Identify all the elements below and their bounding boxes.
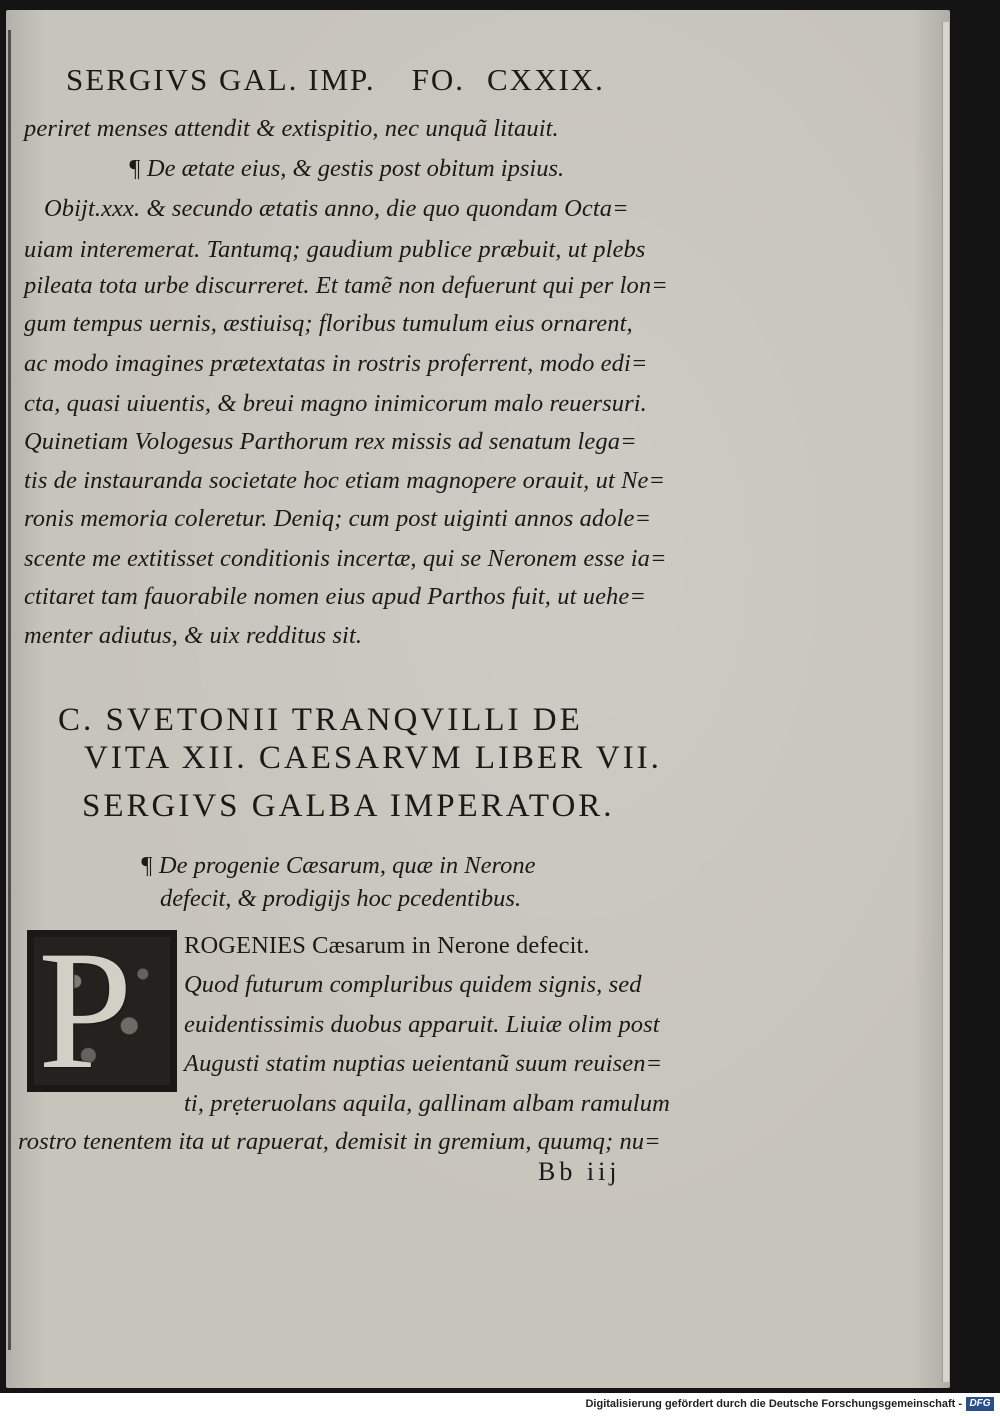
body-line: uiam interemerat. Tantumq; gaudium publice præbuit, ut plebs (24, 236, 646, 263)
body-line: tis de instauranda societate hoc etiam magnopere orauit, ut Ne= (24, 467, 666, 494)
body-line: ctitaret tam fauorabile nomen eius apud Parthos fuit, ut uehe= (24, 583, 647, 610)
book-heading-line-3: SERGIVS GALBA IMPERATOR. (82, 788, 615, 824)
folio-label: FO. (411, 62, 465, 97)
body-line: ti, prẹteruolans aquila, gallinam albam ramulum (184, 1090, 670, 1117)
body-line: scente me extitisset conditionis incertæ, qui se Neronem esse ia= (24, 545, 667, 572)
body-line: gum tempus uernis, æstiuisq; floribus tumulum eius ornarent, (24, 310, 633, 337)
page-edge (942, 22, 949, 1382)
rubric-heading: defecit, & prodigijs hoc pcedentibus. (160, 885, 522, 912)
body-line: Augusti statim nuptias ueientanũ suum reuisen= (184, 1050, 663, 1077)
body-line: periret menses attendit & extispitio, nec unquã litauit. (24, 115, 559, 142)
initial-letter: P (38, 916, 133, 1104)
body-line: ac modo imagines prætextatas in rostris proferrent, modo edi= (24, 350, 648, 377)
binding-gutter (8, 30, 11, 1350)
body-line: Obijt.xxx. & secundo ætatis anno, die quo quondam Octa= (44, 195, 629, 222)
rubric-heading: ¶ De ætate eius, & gestis post obitum ipsius. (128, 155, 565, 182)
body-line: cta, quasi uiuentis, & breui magno inimicorum malo reuersuri. (24, 390, 647, 417)
body-line: menter adiutus, & uix redditus sit. (24, 622, 363, 649)
body-line: ronis memoria coleretur. Deniq; cum post uiginti annos adole= (24, 505, 652, 532)
running-head-title: SERGIVS GAL. IMP. (66, 62, 376, 97)
signature-mark: Bb iij (538, 1157, 621, 1186)
body-line: pileata tota urbe discurreret. Et tamẽ non defuerunt qui per lon= (24, 272, 668, 299)
footer-credit: Digitalisierung gefördert durch die Deutsche Forschungsgemeinschaft - (585, 1398, 962, 1410)
running-head (66, 62, 605, 98)
book-heading-line-2: VITA XII. CAESARVM LIBER VII. (84, 740, 662, 776)
body-line: rostro tenentem ita ut rapuerat, demisit in gremium, quumq; nu= (18, 1128, 661, 1155)
decorated-initial (27, 916, 177, 1104)
folio-number: CXXIX. (487, 62, 605, 97)
body-line: Quod futurum compluribus quidem signis, sed (184, 971, 642, 998)
body-line: ROGENIES Cæsarum in Nerone defecit. (184, 932, 590, 959)
dfg-logo: DFG (966, 1397, 994, 1411)
rubric-heading: ¶ De progenie Cæsarum, quæ in Nerone (140, 852, 536, 879)
body-line: euidentissimis duobus apparuit. Liuiæ olim post (184, 1011, 660, 1038)
book-heading-line-1: C. SVETONII TRANQVILLI DE (58, 702, 583, 738)
body-line: Quinetiam Vologesus Parthorum rex missis ad senatum lega= (24, 428, 637, 455)
